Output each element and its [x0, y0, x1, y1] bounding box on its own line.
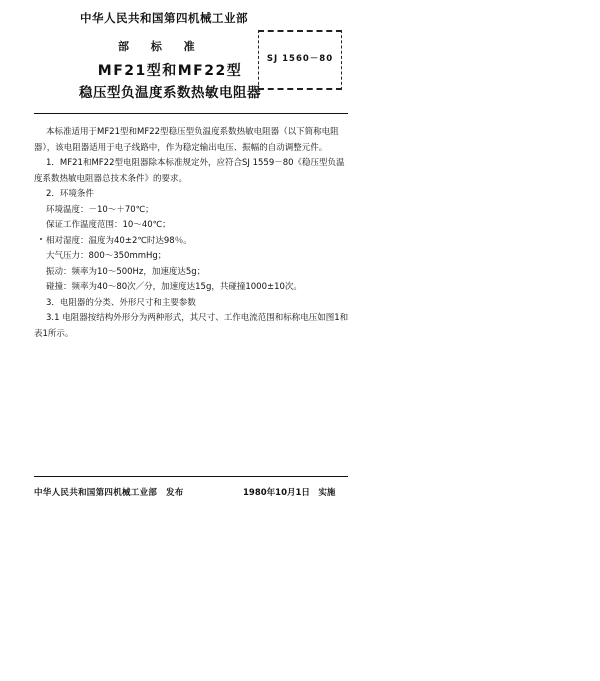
- standard-code: SJ 1560－80: [266, 54, 334, 64]
- standard-title-line2: 稳压型负温度系数热敏电阻器: [79, 85, 261, 101]
- clause-3-title: 3．电阻器的分类、外形尺寸和主要参数: [46, 297, 196, 308]
- standard-code-box: [258, 30, 342, 90]
- footer-divider: [34, 476, 348, 477]
- intro-paragraph: 本标准适用于MF21型和MF22型稳压型负温度系数热敏电阻器（以下简称电阻器），该电阻器适用于电子线路中，作为稳定输出电压、振幅的自动调整元件。: [34, 127, 339, 153]
- print-speck: [40, 238, 42, 240]
- env-shock: 碰撞：频率为40～80次／分，加速度达15g，共碰撞1000±10次。: [46, 282, 302, 292]
- ministry-name: 中华人民共和国第四机械工业部: [80, 11, 248, 25]
- env-ambient-temperature: 环境温度：－10～＋70℃；: [46, 204, 154, 215]
- clause-1: 1．MF21和MF22型电阻器除本标准规定外，应符合SJ 1559－80《稳压型负温度系数热敏电阻器总技术条件》的要求。: [34, 158, 345, 184]
- clause-3-1: 3.1 电阻器按结构外形分为两种形式，其尺寸、工作电流范围和标称电压如图1和表1所示。: [34, 313, 349, 339]
- footer-publisher: 中华人民共和国第四机械工业部 发布: [34, 488, 184, 498]
- header-divider: [34, 113, 348, 114]
- env-working-temperature: 保证工作温度范围：10～40℃；: [46, 220, 171, 230]
- env-atmospheric-pressure: 大气压力：800～350mmHg；: [46, 251, 167, 261]
- dept-standard-label: 部 标 准: [118, 40, 195, 53]
- standard-title-line1: MF21型和MF22型: [97, 63, 243, 79]
- clause-2-title: 2．环境条件: [46, 189, 94, 199]
- document-body: [34, 125, 350, 342]
- env-vibration: 振动：频率为10～500Hz，加速度达5g；: [46, 266, 206, 277]
- env-relative-humidity: 相对湿度：温度为40±2℃时达98％。: [46, 235, 192, 246]
- footer-effective-date: 1980年10月1日 实施: [243, 488, 336, 498]
